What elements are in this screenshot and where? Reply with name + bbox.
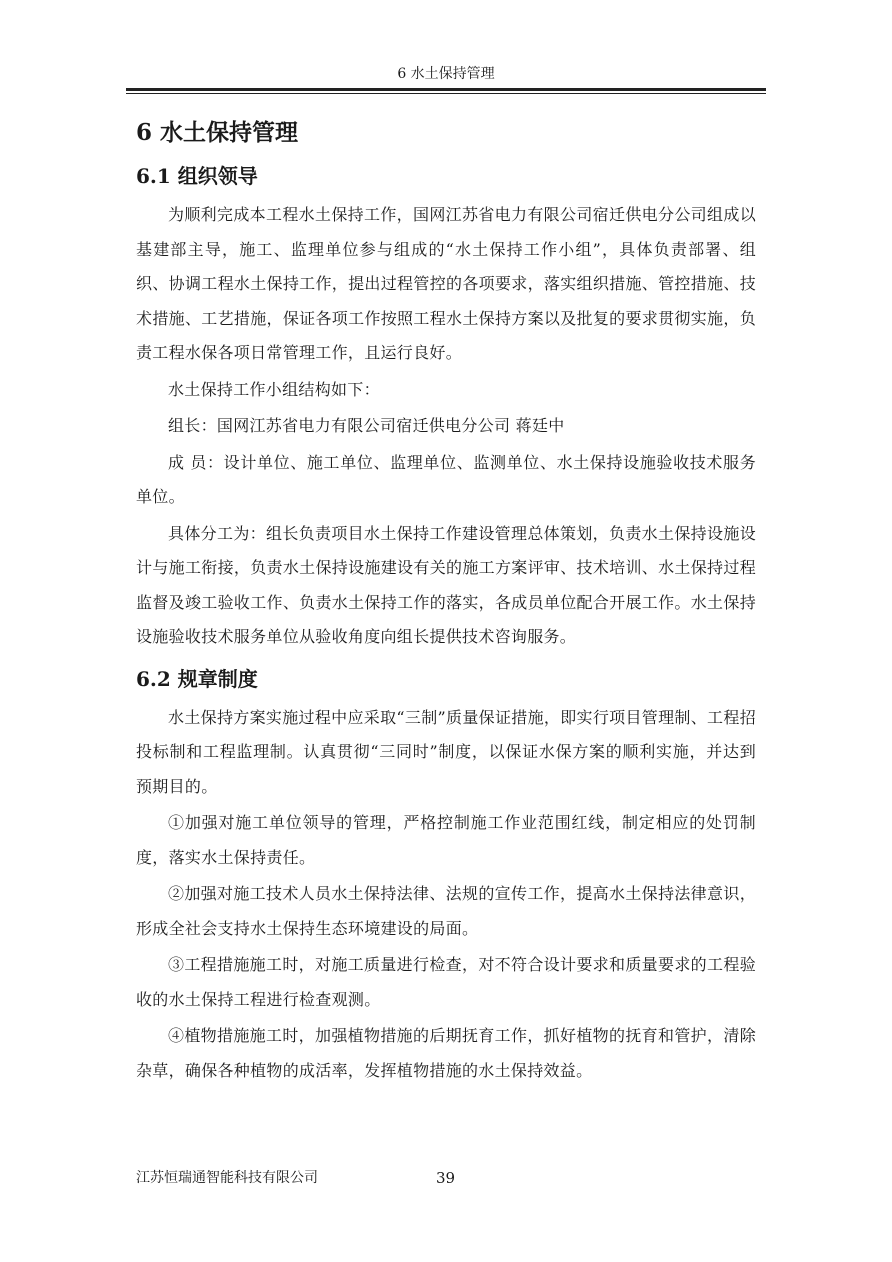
paragraph: 具体分工为：组长负责项目水土保持工作建设管理总体策划，负责水土保持设施设计与施工衔接，负责水土保持设施建设有关的施工方案评审、技术培训、水土保持过程监督及竣工验收工作、负责水土保持工作的落实，各成员单位配合开展工作。水土保持设施验收技术服务单位从验收角度向组长提供技术咨询服务。	[136, 523, 756, 646]
paragraph: 成 员：设计单位、施工单位、监理单位、监测单位、水土保持设施验收技术服务单位。	[136, 452, 756, 506]
paragraph: ③工程措施施工时，对施工质量进行检查，对不符合设计要求和质量要求的工程验收的水土保持工程进行检查观测。	[136, 955, 756, 1009]
page-number: 39	[436, 1169, 456, 1187]
footer-company: 江苏恒瑞通智能科技有限公司	[136, 1170, 318, 1186]
paragraph: ①加强对施工单位领导的管理，严格控制施工作业范围红线，制定相应的处罚制度，落实水土保持责任。	[136, 813, 756, 867]
paragraph: ②加强对施工技术人员水土保持法律、法规的宣传工作，提高水土保持法律意识，形成全社会支持水土保持生态环境建设的局面。	[136, 884, 756, 938]
paragraph: 为顺利完成本工程水土保持工作，国网江苏省电力有限公司宿迁供电分公司组成以基建部主导，施工、监理单位参与组成的“水土保持工作小组”，具体负责部署、组织、协调工程水土保持工作，提出过程管控的各项要求，落实组织措施、管控措施、技术措施、工艺措施，保证各项工作按照工程水土保持方案以及批复的要求贯彻实施，负责工程水保各项日常管理工作，且运行良好。	[136, 205, 756, 362]
header-rule-thick	[126, 88, 766, 91]
header-rule-thin	[126, 93, 766, 94]
section-heading-6-2: 6.2 规章制度	[136, 666, 258, 691]
paragraph: 水土保持方案实施过程中应采取“三制”质量保证措施，即实行项目管理制、工程招投标制和工程监理制。认真贯彻“三同时”制度，以保证水保方案的顺利实施，并达到预期目的。	[136, 707, 756, 796]
paragraph: 组长：国网江苏省电力有限公司宿迁供电分公司 蒋廷中	[168, 416, 565, 435]
paragraph: ④植物措施施工时，加强植物措施的后期抚育工作，抓好植物的抚育和管护，清除杂草，确保各种植物的成活率，发挥植物措施的水土保持效益。	[136, 1026, 756, 1080]
running-header: 6 水土保持管理	[397, 66, 495, 82]
page-content	[136, 112, 756, 1090]
section-heading-6-1: 6.1 组织领导	[136, 164, 258, 188]
chapter-title: 6 水土保持管理	[136, 119, 299, 146]
paragraph: 水土保持工作小组结构如下：	[168, 379, 380, 399]
